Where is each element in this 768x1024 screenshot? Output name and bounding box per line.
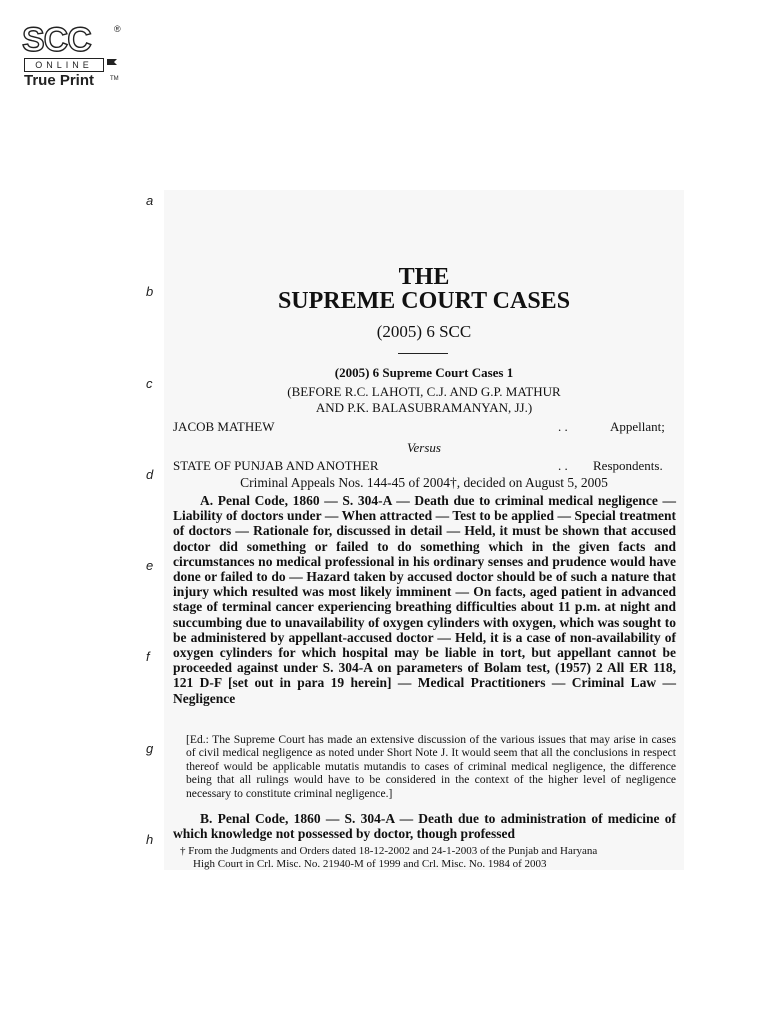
margin-marker-f: f [146, 649, 150, 664]
respondent-dots: . . [558, 458, 568, 473]
case-citation: (2005) 6 Supreme Court Cases 1 [334, 365, 514, 380]
flag-icon [106, 58, 118, 68]
appeal-details: Criminal Appeals Nos. 144-45 of 2004†, decided on August 5, 2005 [240, 475, 608, 490]
logo-tagline: True Print [24, 72, 95, 89]
margin-marker-d: d [146, 467, 154, 482]
appellant-dots: . . [558, 419, 568, 434]
bench-line1: (BEFORE R.C. LAHOTI, C.J. AND G.P. MATHUR [287, 384, 561, 399]
respondent-role: Respondents. [593, 458, 663, 473]
trademark-mark: TM [110, 76, 119, 82]
volume-citation: (2005) 6 SCC [376, 322, 472, 341]
footnote-line1: † From the Judgments and Orders dated 18-12-2002 and 24-1-2003 of the Punjab and Haryana [180, 845, 598, 857]
headnote-b-text: B. Penal Code, 1860 — S. 304-A — Death due to administration of medicine of which knowledge not possessed by doctor, though professed [173, 810, 676, 841]
registered-mark: ® [114, 24, 121, 34]
headnote-a-text: A. Penal Code, 1860 — S. 304-A — Death due to criminal medical negligence — Liability of doctors under — When attracted — Test to be applied — Special treatment of doctors — Rationale for, discussed in detail — Held, it must be shown that accused doctor did something or failed to do something which in the given facts and circumstances no medical professional in his ordinary senses and prudence would have done or failed to do — Hazard taken by accused doctor should be of such a nature that injury which resulted was most likely imminent — On facts, aged patient in advanced stage of terminal cancer experiencing breathing difficulties about 11 p.m. at night and succumbing due to unavailability of oxygen cylinders with oxygen, which was sought to be administered by appellant-accused doctor — Held, it is a case of non-availability of oxygen cylinders for which hospital may be liable in tort, but appellant cannot be proceeded against under S. 304-A on parameters of Bolam test, (1957) 2 All ER 118, 121 D-F [set out in para 19 herein] — Medical Practitioners — Criminal Law — Negligence [173, 493, 676, 706]
margin-marker-h: h [146, 832, 154, 847]
margin-marker-a: a [146, 193, 154, 208]
headnote-a [173, 493, 676, 706]
versus: Versus [407, 440, 441, 455]
appellant-name: JACOB MATHEW [173, 419, 275, 434]
editor-note-text: [Ed.: The Supreme Court has made an extensive discussion of the various issues that may arise in cases of civil medical negligence as noted under Short Note J. It would seem that all the conclusions in respect thereof would be applicable mutatis mutandis to cases of criminal medical negligence, the difference being that all rulings would have to be considered in the context of the higher level of negligence necessary to constitute criminal negligence.] [186, 732, 676, 800]
logo-brand: SCC [22, 21, 91, 59]
report-title-line2: SUPREME COURT CASES [277, 288, 571, 314]
footnote-line2: High Court in Crl. Misc. No. 21940-M of 1999 and Crl. Misc. No. 1984 of 2003 [193, 858, 547, 870]
footnote [180, 845, 676, 871]
bench [164, 384, 684, 416]
bench-line2: AND P.K. BALASUBRAMANYAN, JJ.) [315, 400, 533, 415]
margin-marker-g: g [146, 741, 154, 756]
margin-marker-c: c [146, 376, 153, 391]
appellant-role: Appellant; [610, 419, 665, 434]
report-title-line1: THE [398, 264, 450, 290]
scc-online-logo [22, 22, 122, 94]
margin-marker-e: e [146, 558, 154, 573]
margin-marker-b: b [146, 284, 154, 299]
respondent-name: STATE OF PUNJAB AND ANOTHER [173, 458, 379, 473]
logo-online: ONLINE [24, 58, 104, 72]
title-divider [398, 353, 448, 354]
